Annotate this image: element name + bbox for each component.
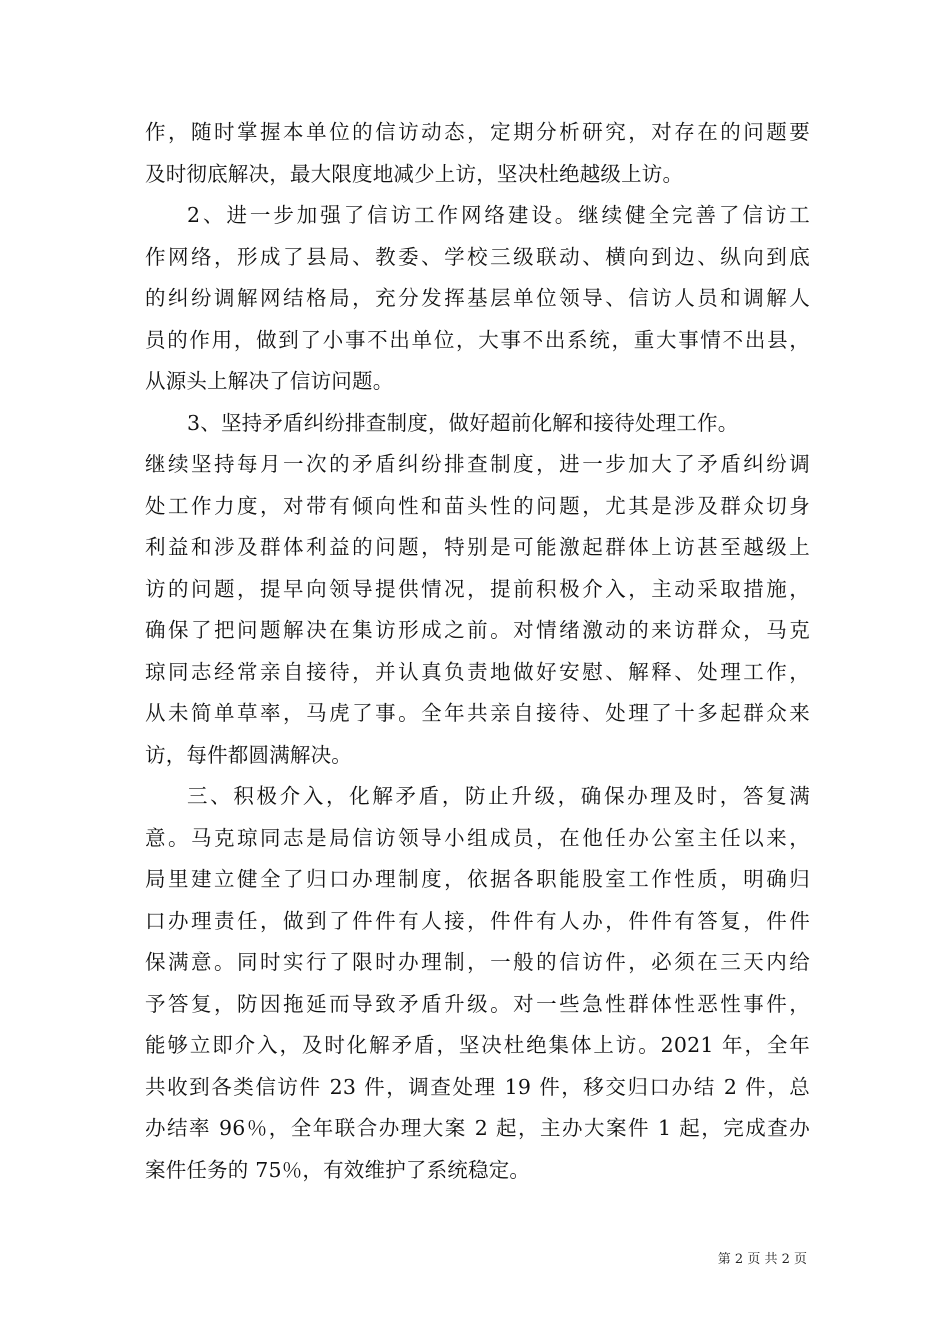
text-line: 作，随时掌握本单位的信访动态，定期分析研究，对存在的问题要 [145, 120, 810, 144]
text-line: 办结率 96％，全年联合办理大案 2 起，主办大案件 1 起，完成查办 [145, 1116, 810, 1140]
text-line: 案件任务的 75％，有效维护了系统稳定。 [145, 1157, 531, 1182]
text-line: 作网络，形成了县局、教委、学校三级联动、横向到边、纵向到底 [145, 244, 810, 269]
text-line: 继续坚持每月一次的矛盾纠纷排查制度，进一步加大了矛盾纠纷调 [145, 452, 810, 476]
text-line: 意。马克琼同志是局信访领导小组成员，在他任办公室主任以来， [145, 825, 810, 850]
text-line: 及时彻底解决，最大限度地减少上访，坚决杜绝越级上访。 [145, 161, 684, 186]
text-line: 能够立即介入，及时化解矛盾，坚决杜绝集体上访。2021 年，全年 [145, 1033, 810, 1057]
text-line: 3、坚持矛盾纠纷排查制度，做好超前化解和接待处理工作。 [187, 410, 739, 435]
text-line: 琼同志经常亲自接待，并认真负责地做好安慰、解释、处理工作， [145, 659, 810, 684]
text-line: 利益和涉及群体利益的问题，特别是可能激起群体上访甚至越级上 [145, 535, 810, 559]
text-line: 从源头上解决了信访问题。 [145, 369, 394, 393]
text-line: 保满意。同时实行了限时办理制，一般的信访件，必须在三天内给 [145, 950, 810, 974]
text-line: 访的问题，提早向领导提供情况，提前积极介入，主动采取措施， [145, 576, 810, 601]
text-line: 访，每件都圆满解决。 [145, 742, 352, 767]
text-line: 从未简单草率，马虎了事。全年共亲自接待、处理了十多起群众来 [145, 701, 810, 725]
page-number: 第 2 页 共 2 页 [717, 1252, 807, 1267]
text-line: 三、积极介入，化解矛盾，防止升级，确保办理及时，答复满 [187, 784, 810, 808]
text-line: 予答复，防因拖延而导致矛盾升级。对一些急性群体性恶性事件， [145, 991, 810, 1016]
text-line: 处工作力度，对带有倾向性和苗头性的问题，尤其是涉及群众切身 [145, 493, 810, 518]
text-line: 局里建立健全了归口办理制度，依据各职能股室工作性质，明确归 [145, 867, 810, 891]
text-line: 员的作用，做到了小事不出单位，大事不出系统，重大事情不出县， [145, 327, 810, 352]
text-line: 口办理责任，做到了件件有人接，件件有人办，件件有答复，件件 [145, 908, 810, 933]
text-line: 的纠纷调解网结格局，充分发挥基层单位领导、信访人员和调解人 [145, 286, 810, 310]
text-line: 共收到各类信访件 23 件，调查处理 19 件，移交归口办结 2 件，总 [145, 1074, 810, 1099]
text-line: 确保了把问题解决在集访形成之前。对情绪激动的来访群众，马克 [145, 618, 810, 642]
document-body [145, 112, 810, 1191]
text-line: 2、进一步加强了信访工作网络建设。继续健全完善了信访工 [187, 203, 810, 227]
